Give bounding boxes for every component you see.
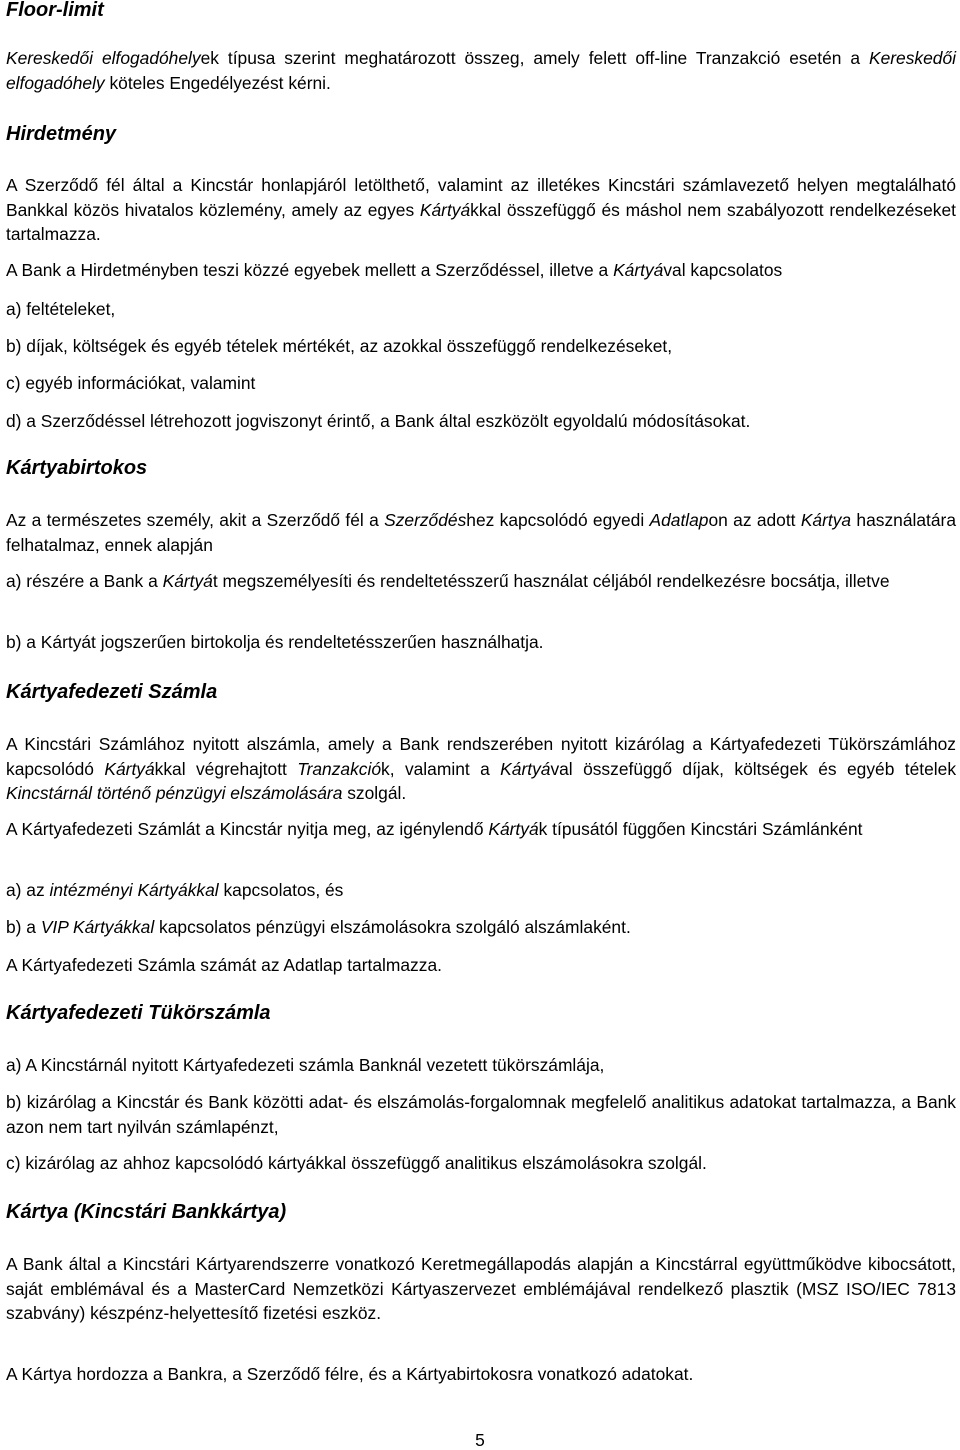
hirdetmeny-item-b: b) díjak, költségek és egyéb tételek mértékét, az azokkal összefüggő rendelkezéseket,: [6, 336, 673, 356]
italic-term: Kártya: [800, 510, 852, 530]
italic-term: Kereskedői elfogadóhely: [6, 48, 956, 93]
heading-kartya: Kártya (Kincstári Bankkártya): [6, 1201, 287, 1223]
text-run: A Kártyafedezeti Számlát a Kincstár nyitja meg, az igénylendő: [6, 819, 489, 839]
heading-floor-limit: Floor-limit: [6, 0, 104, 21]
kartyafedezeti-szamla-number: A Kártyafedezeti Számla számát az Adatlap tartalmazza.: [6, 955, 442, 975]
text-run: Az a természetes személy, akit a Szerződő fél a: [6, 510, 385, 530]
hirdetmeny-item-c: c) egyéb információkat, valamint: [6, 373, 256, 393]
kartyafedezeti-szamla-definition: [6, 732, 956, 806]
italic-term: Adatlap: [649, 510, 709, 530]
kartyafedezeti-szamla-item-b: [6, 915, 956, 940]
text-run: val összefüggő díjak, költségek és egyéb tételek: [550, 758, 957, 779]
text-run: b) a: [6, 917, 41, 937]
text-run: val kapcsolatos: [663, 260, 783, 280]
text-run: ek típusa szerint meghatározott összeg, amely felett off-line Tranzakció esetén a: [200, 48, 869, 68]
kartya-data-carrier: A Kártya hordozza a Bankra, a Szerződő félre, és a Kártyabirtokosra vonatkozó adatokat.: [6, 1364, 694, 1384]
italic-term: Kincstárnál történő pénzügyi elszámolására: [6, 783, 343, 804]
tukorszamla-item-a: a) A Kincstárnál nyitott Kártyafedezeti számla Banknál vezetett tükörszámlája,: [6, 1055, 605, 1075]
heading-kartyafedezeti-tukorszamla: Kártyafedezeti Tükörszámla: [6, 1002, 271, 1024]
italic-term: Szerződés: [384, 510, 467, 530]
kartyabirtokos-item-a: [6, 569, 956, 594]
heading-hirdetmeny: Hirdetmény: [6, 123, 117, 145]
text-run: használatára felhatalmaz, ennek alapján: [6, 510, 956, 555]
hirdetmeny-item-d: d) a Szerződéssel létrehozott jogviszonyt érintő, a Bank által eszközölt egyoldalú módosításokat.: [6, 411, 751, 431]
hirdetmeny-contents-intro: [6, 258, 956, 283]
kartyafedezeti-szamla-opening: [6, 817, 956, 842]
italic-term: Kártyá: [500, 758, 551, 779]
hirdetmeny-item-a: a) feltételeket,: [6, 299, 116, 319]
text-run: kkal végrehajtott: [154, 758, 298, 779]
heading-kartyabirtokos: Kártyabirtokos: [6, 457, 148, 479]
text-run: on az adott: [708, 510, 801, 530]
section-floor-limit: [6, 0, 956, 22]
page-number: 5: [475, 1430, 485, 1450]
kartyabirtokos-definition: [6, 508, 956, 557]
text-run: köteles Engedélyezést kérni.: [104, 72, 331, 93]
text-run: A Bank a Hirdetményben teszi közzé egyebek mellett a Szerződéssel, illetve a: [6, 260, 614, 280]
italic-term: intézményi Kártyákkal: [49, 880, 219, 900]
italic-term: Kártyá: [104, 758, 155, 779]
hirdetmeny-definition: [6, 173, 956, 247]
kartyabirtokos-item-b: b) a Kártyát jogszerűen birtokolja és rendeltetésszerűen használhatja.: [6, 632, 544, 652]
text-run: a) az: [6, 880, 50, 900]
heading-kartyafedezeti-szamla: Kártyafedezeti Számla: [6, 681, 218, 703]
italic-term: Kártyá: [419, 199, 471, 220]
text-run: a) részére a Bank a: [6, 571, 163, 591]
text-run: kapcsolatos pénzügyi elszámolásokra szolgáló alszámlaként.: [154, 917, 631, 937]
text-run: kkal összefüggő és máshol nem szabályozott rendelkezéseket tartalmazza.: [6, 199, 956, 245]
text-run: kapcsolatos, és: [218, 880, 344, 900]
floor-limit-definition: [6, 46, 956, 95]
text-run: A Szerződő fél által a Kincstár honlapjáról letölthető, valamint az illetékes Kincstári számlavezető helyen megtalálható Bankkal közös hivatalos közlemény, amely az egyes: [6, 175, 956, 220]
text-run: A Kincstári Számlához nyitott alszámla, amely a Bank rendszerében nyitott kizárólag a Kártyafedezeti Tükörszámlához kapcsolódó: [6, 734, 956, 779]
text-run: hez kapcsolódó egyedi: [466, 510, 650, 530]
tukorszamla-item-b: b) kizárólag a Kincstár és Bank közötti adat- és elszámolás-forgalomnak megfelelő analitikus adatokat tartalmazza, a Bank azon nem tart nyilván számlapénzt,: [6, 1092, 956, 1137]
italic-term: Kártyá: [613, 260, 664, 280]
italic-term: Kártyá: [488, 819, 539, 839]
text-run: szolgál.: [342, 783, 407, 804]
italic-term: Kártyá: [162, 571, 213, 591]
text-run: k, valamint a: [381, 758, 501, 779]
tukorszamla-item-c: c) kizárólag az ahhoz kapcsolódó kártyákkal összefüggő analitikus elszámolásokra szolgál.: [6, 1153, 707, 1173]
text-run: t megszemélyesíti és rendeltetésszerű használat céljából rendelkezésre bocsátja, illetve: [212, 571, 890, 591]
italic-term: Tranzakció: [297, 758, 382, 779]
text-run: k típusától függően Kincstári Számlánként: [538, 819, 863, 839]
kartyafedezeti-szamla-item-a: [6, 878, 956, 903]
italic-term: VIP Kártyákkal: [40, 917, 155, 937]
kartya-definition: A Bank által a Kincstári Kártyarendszerre vonatkozó Keretmegállapodás alapján a Kincstárral együttműködve kibocsátott, saját emblémával és a MasterCard Nemzetközi Kártyaszervezet emblémájával rendelkező plasztik (MSZ ISO/IEC 7813 szabvány) készpénz-helyettesítő fizetési eszköz.: [6, 1254, 956, 1324]
italic-term: Kereskedői elfogadóhely: [6, 48, 201, 68]
